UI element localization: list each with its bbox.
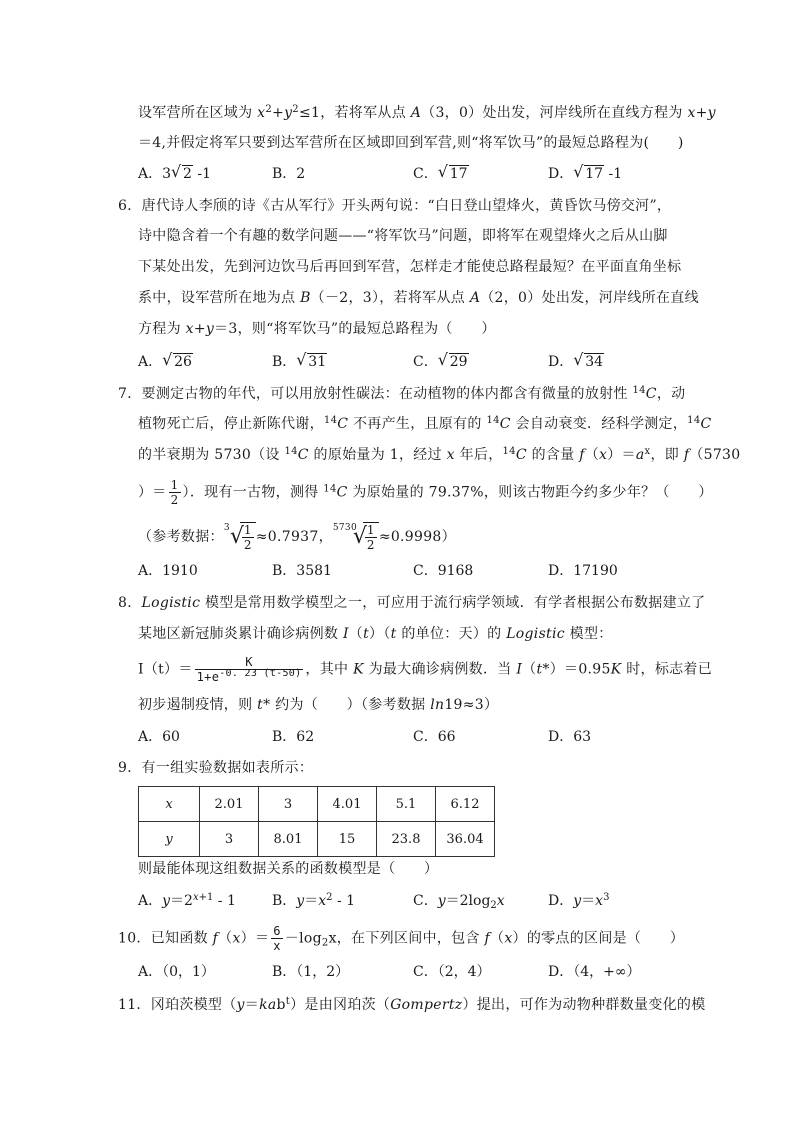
q9-option-d[interactable]: D．$y=x^3$ [548,892,610,909]
q6-option-c[interactable]: C． √ 29 [413,350,468,370]
q11-line1: 11．冈珀茨模型（y＝kab$^t$）是由冈珀茨（Gompertz）提出，可作为动物种群数量变化的模 [118,996,706,1013]
q8-line1: 8．Logistic 模型是常用数学模型之一，可应用于流行病学领域．有学者根据公布数据建立了 [118,595,706,611]
q7-line3: 的半衰期为 5730（设 $^{14}$C 的原始量为 1，经过 x 年后，$^{14}$C 的含量 $f(x)=a^x$，即 f（5730 [138,446,741,463]
q8-option-c[interactable]: C．66 [413,729,456,745]
q9-option-c[interactable]: C．$y=2\log_2x$ [413,893,505,911]
q6-line5: 方程为 x+y＝3，则“将军饮马”的最短总路程为（ ） [138,321,496,337]
q8-line2: 某地区新冠肺炎累计确诊病例数 I（t）（t 的单位：天）的 Logistic 模型： [138,626,613,642]
q10-option-d[interactable]: D．（4，+∞） [548,964,641,980]
q9-line2: 则最能体现这组数据关系的函数模型是（ ） [138,861,439,877]
q6-number: 6． [118,198,142,214]
q7-option-c[interactable]: C．9168 [413,563,474,579]
q6-option-d[interactable]: D． √ 34 [548,350,604,370]
q5-option-a[interactable]: A．3 √ 2 -1 [138,162,212,182]
q7-line4: ）＝ $\frac{1}{2}$ ）．现有一古物，测得 $^{14}$C 为原始量的 79.37%，则该古物距今约多少年？（ ） [138,478,713,507]
q10-option-b[interactable]: B．（1，2） [272,964,350,980]
q8-line3: I（t）＝ $\frac{K}{1+e^{-0. 23 (t-50)}}$ ，其中 K 为最大确诊病例数．当 I（t*）＝0.95K 时，标志着已 [138,655,713,684]
q10-option-a[interactable]: A．（0，1） [138,964,215,980]
table-cell: 15 [318,822,377,857]
q5-option-d[interactable]: D． √ 17 -1 [548,162,623,182]
q7-line2: 植物死亡后，停止新陈代谢，$^{14}$C 不再产生，且原有的 $^{14}$C 会自动衰变．经科学测定，$^{14}$C [138,415,712,432]
table-cell: 3 [200,822,259,857]
table-cell: 8.01 [259,822,318,857]
q10-option-c[interactable]: C．（2，4） [413,964,491,980]
table-cell: 3 [259,787,318,822]
q7-line1: 7．要测定古物的年代，可以用放射性碳法：在动植物的体内都含有微量的放射性 $^{14}$C，动 [118,385,686,402]
table-row [139,822,495,857]
q5-line1: 设军营所在区域为 $x^2+y^2\le 1$，若将军从点 A（3，0）处出发，河岸线所在直线方程为 x+y [138,104,716,121]
q8-option-d[interactable]: D．63 [548,729,592,745]
q5-option-c[interactable]: C． √ 17 [413,162,468,182]
table-row [139,787,495,822]
q8-line4: 初步遏制疫情，则 t* 约为（ ）（参考数据 ln19≈3） [138,697,499,713]
table-header-x: x [139,787,200,822]
q8-option-a[interactable]: A．60 [138,729,180,745]
q8-option-b[interactable]: B．62 [272,729,315,745]
q6-line1: 6．唐代诗人李颀的诗《古从军行》开头两句说：“白日登山望烽火，黄昏饮马傍交河”， [118,198,672,214]
table-header-y: y [139,822,200,857]
q7-option-d[interactable]: D．17190 [548,563,618,579]
q10-line1: 10．已知函数 f（x）＝ $\frac{6}{x}$ $-\log_2x$，在下列区间中，包含 f（x）的零点的区间是（ ） [118,924,685,953]
q9-line1: 9．有一组实验数据如表所示： [118,760,314,776]
q5-line2: ＝4,并假定将军只要到达军营所在区域即回到军营,则“将军饮马”的最短总路程为( ) [138,135,684,151]
q7-option-b[interactable]: B．3581 [272,563,332,579]
q9-data-table [138,786,495,857]
table-cell: 36.04 [436,822,495,857]
q9-option-a[interactable]: A．$y=2^{x+1} - 1$ [138,892,236,909]
table-cell: 4.01 [318,787,377,822]
q7-option-a[interactable]: A．1910 [138,563,198,579]
table-cell: 5.1 [377,787,436,822]
q6-option-b[interactable]: B． √ 31 [272,350,327,370]
table-cell: 6.12 [436,787,495,822]
q5-option-b[interactable]: B．2 [272,166,306,182]
table-cell: 23.8 [377,822,436,857]
q7-line5: （参考数据： 3 √ $\frac{1}{2}$ ≈0.7937， 5730 √ $\frac{1}{2}$ ≈0.9998） [138,523,456,552]
table-cell: 2.01 [200,787,259,822]
q6-line4: 系中，设军营所在地为点 B（－2，3），若将军从点 A（2，0）处出发，河岸线所在直线 [138,290,699,306]
q6-line2: 诗中隐含着一个有趣的数学问题——“将军饮马”问题，即将军在观望烽火之后从山脚 [138,228,668,244]
q6-line3: 下某处出发，先到河边饮马后再回到军营，怎样走才能使总路程最短？在平面直角坐标 [138,259,682,275]
q6-option-a[interactable]: A． √ 26 [138,350,192,370]
q9-option-b[interactable]: B．$y=x^2 - 1$ [272,892,356,909]
